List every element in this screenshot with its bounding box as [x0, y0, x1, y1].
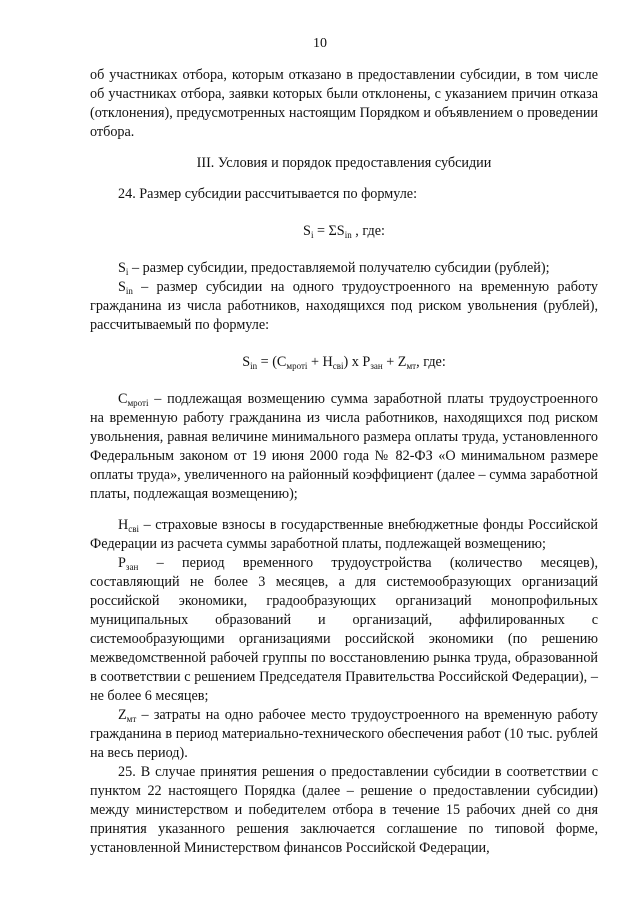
- document-body: [90, 66, 598, 858]
- definition-sin: $S_{in}$ – размер субсидии на одного трудоустроенного на временную работу гражданина из числа работников, находящихся под риском увольнения (рублей), рассчитываемый по формуле:: [90, 279, 598, 333]
- formula-subsidy-per-worker: $S_{in} = (С_{мроті} + Н_{свi})$ х $Р_{зан} + Z_{мт}$, где:: [242, 354, 446, 371]
- definition-h-insurance: $Н_{свi}$ – страховые взносы в государственные внебюджетные фонды Российской Федерации из расчета суммы заработной платы, подлежащей возмещению;: [90, 517, 598, 552]
- definition-p-period: $Р_{зан}$ – период временного трудоустройства (количество месяцев), составляющий не более 3 месяцев, а для системообразующих организаций российской экономики, градообразующих организаций монопрофильных муниципальных образований и организаций, аффилированных с системообразующими организациями российской экономики (по решению межведомственной рабочей группы по восстановлению рынка труда, образованной в соответствии с решением Председателя Правительства Российской Федерации), – не более 6 месяцев;: [90, 555, 598, 704]
- definition-si: $S_i$ – размер субсидии, предоставляемой получателю субсидии (рублей);: [118, 260, 550, 277]
- paragraph-24: 24. Размер субсидии рассчитывается по формуле:: [118, 186, 418, 202]
- definition-c-mrot: $С_{мроті}$ – подлежащая возмещению сумма заработной платы трудоустроенного на временную работу гражданина из числа работников, находящихся под риском увольнения, равная величине минимального размера оплаты труда, установленного Федеральным законом от 19 июня 2000 года № 82-ФЗ «О минимальном размере оплаты труда», увеличенного на районный коэффициент (далее – сумма заработной платы, подлежащая возмещению);: [90, 391, 598, 502]
- paragraph-continuation: об участниках отбора, которым отказано в предоставлении субсидии, в том числе об участниках отбора, заявки которых были отклонены, с указанием причин отказа (отклонения), предусмотренных настоящим Порядком и объявлением о проведении отбора.: [90, 67, 598, 140]
- page-number: 10: [313, 36, 327, 51]
- section-heading: III. Условия и порядок предоставления субсидии: [196, 155, 492, 171]
- definition-z-costs: $Z_{мт}$ – затраты на одно рабочее место трудоустроенного на временную работу гражданина в период материально-технического обеспечения работ (10 тыс. рублей на весь период).: [90, 707, 598, 761]
- formula-subsidy-total: $S_i = \Sigma S_{in}$ , где:: [303, 223, 385, 240]
- paragraph-25: 25. В случае принятия решения о предоставлении субсидии в соответствии с пунктом 22 настоящего Порядка (далее – решение о предоставлении субсидии) между министерством и победителем отбора в течение 15 рабочих дней со дня принятия указанного решения заключается соглашение по типовой форме, установленной Министерством финансов Российской Федерации,: [90, 764, 598, 856]
